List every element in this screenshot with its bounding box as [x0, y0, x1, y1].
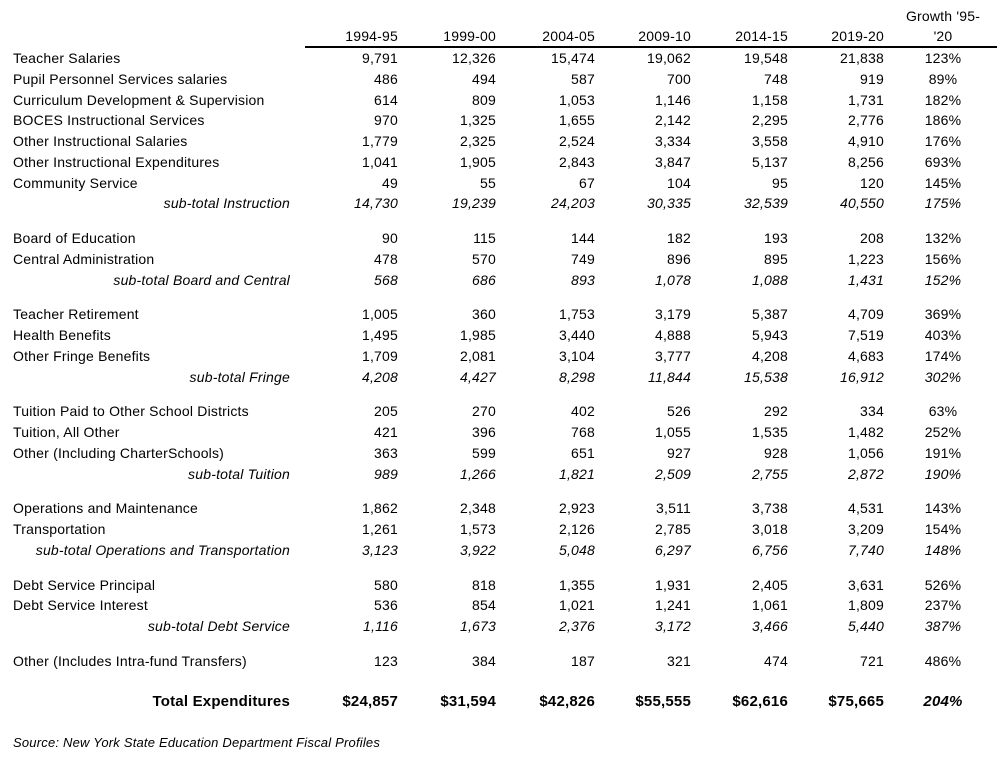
value-cell: 1,495 [361, 327, 398, 343]
value-cell: 40,550 [839, 195, 884, 212]
value-cell: 1,116 [363, 618, 398, 634]
value-cell: 55 [480, 174, 496, 191]
growth-cell: 156% [924, 250, 962, 267]
value-cell: 1,053 [558, 91, 595, 108]
growth-cell: 175% [924, 195, 962, 212]
value-cell: 1,055 [654, 424, 691, 440]
value-cell: 4,683 [847, 347, 884, 364]
value-cell: 3,558 [751, 133, 788, 149]
growth-cell: 369% [924, 306, 962, 323]
row-label: Teacher Retirement [13, 306, 139, 323]
value-cell: 599 [472, 444, 496, 461]
value-cell: 4,427 [459, 368, 496, 385]
table-body [0, 48, 1000, 672]
value-cell: 3,922 [459, 541, 496, 558]
value-cell: 1,158 [751, 91, 788, 108]
value-cell: 1,731 [847, 91, 884, 108]
row-label: Teacher Salaries [13, 50, 121, 66]
value-cell: 3,847 [654, 153, 691, 170]
row-label: sub-total Debt Service [147, 618, 290, 634]
row-label: Board of Education [13, 230, 136, 246]
row-label: Other Instructional Expenditures [13, 153, 220, 170]
growth-cell: 63% [928, 403, 958, 420]
value-cell: 3,334 [654, 133, 691, 149]
value-cell: 1,985 [459, 327, 496, 343]
value-cell: 1,056 [847, 444, 884, 461]
table-row [0, 443, 1000, 464]
row-label: BOCES Instructional Services [13, 112, 205, 129]
value-cell: 5,048 [558, 541, 595, 558]
value-cell: 536 [374, 597, 398, 614]
growth-cell: 145% [924, 174, 962, 191]
total-value-cell: $55,555 [635, 692, 691, 710]
value-cell: 1,535 [751, 424, 788, 440]
value-cell: 182 [667, 230, 691, 246]
value-cell: 2,081 [459, 347, 496, 364]
table-row [0, 304, 1000, 325]
value-cell: 686 [472, 271, 496, 288]
growth-cell: 176% [924, 133, 962, 149]
value-cell: 9,791 [361, 50, 398, 66]
table-section [0, 401, 1000, 484]
table-row [0, 48, 1000, 69]
value-cell: 16,912 [839, 368, 884, 385]
value-cell: 928 [764, 444, 788, 461]
value-cell: 494 [472, 70, 496, 87]
row-label: sub-total Tuition [188, 465, 290, 482]
value-cell: 3,172 [654, 618, 691, 634]
row-label: Operations and Maintenance [13, 500, 198, 517]
value-cell: 2,524 [558, 133, 595, 149]
table-section [0, 498, 1000, 560]
value-cell: 19,062 [646, 50, 691, 66]
value-cell: 402 [571, 403, 595, 420]
column-header-2014-15: 2014-15 [735, 28, 788, 44]
value-cell: 270 [472, 403, 496, 420]
value-cell: 721 [860, 652, 884, 669]
growth-cell: 186% [924, 112, 962, 129]
growth-cell: 191% [924, 444, 962, 461]
growth-cell: 143% [924, 500, 962, 517]
value-cell: 187 [571, 652, 595, 669]
table-row [0, 519, 1000, 540]
table-section [0, 651, 1000, 672]
value-cell: 4,208 [361, 368, 398, 385]
value-cell: 1,905 [459, 153, 496, 170]
growth-cell: 237% [924, 597, 962, 614]
value-cell: 2,509 [654, 465, 691, 482]
value-cell: 1,005 [361, 306, 398, 323]
value-cell: 1,431 [847, 271, 884, 288]
value-cell: 580 [374, 576, 398, 593]
value-cell: 587 [571, 70, 595, 87]
value-cell: 19,548 [743, 50, 788, 66]
value-cell: 2,376 [558, 618, 595, 634]
value-cell: 1,779 [361, 133, 398, 149]
growth-header-line2: '20 [933, 28, 953, 44]
value-cell: 6,756 [751, 541, 788, 558]
value-cell: 568 [374, 271, 398, 288]
table-row [0, 69, 1000, 90]
value-cell: 4,888 [654, 327, 691, 343]
value-cell: 474 [764, 652, 788, 669]
growth-cell: 89% [928, 70, 958, 87]
value-cell: 90 [382, 230, 398, 246]
growth-cell: 693% [924, 153, 962, 170]
table-row [0, 498, 1000, 519]
growth-cell: 486% [924, 652, 962, 669]
value-cell: 8,298 [558, 368, 595, 385]
row-label: Pupil Personnel Services salaries [13, 70, 228, 87]
value-cell: 14,730 [353, 195, 398, 212]
table-row [0, 249, 1000, 270]
value-cell: 3,738 [751, 500, 788, 517]
total-value-cell: $62,616 [732, 692, 788, 710]
value-cell: 4,910 [847, 133, 884, 149]
column-header-1994-95: 1994-95 [345, 28, 398, 44]
value-cell: 1,482 [847, 424, 884, 440]
value-cell: 2,348 [459, 500, 496, 517]
value-cell: 15,538 [743, 368, 788, 385]
value-cell: 421 [374, 424, 398, 440]
value-cell: 486 [374, 70, 398, 87]
total-value-cell: $75,665 [828, 692, 884, 710]
value-cell: 1,061 [751, 597, 788, 614]
growth-cell: 302% [924, 368, 962, 385]
value-cell: 896 [667, 250, 691, 267]
table-row [0, 575, 1000, 596]
value-cell: 478 [374, 250, 398, 267]
table-row [0, 422, 1000, 443]
growth-cell: 132% [924, 230, 962, 246]
value-cell: 1,809 [847, 597, 884, 614]
value-cell: 1,088 [751, 271, 788, 288]
growth-header-line1: Growth '95- [905, 8, 981, 24]
value-cell: 4,208 [751, 347, 788, 364]
growth-cell: 182% [924, 91, 962, 108]
value-cell: 1,655 [558, 112, 595, 129]
value-cell: 19,239 [451, 195, 496, 212]
value-cell: 7,740 [847, 541, 884, 558]
value-cell: 11,844 [648, 368, 691, 385]
value-cell: 2,785 [654, 521, 691, 537]
value-cell: 2,776 [847, 112, 884, 129]
value-cell: 1,355 [558, 576, 595, 593]
row-label: Central Administration [13, 250, 155, 267]
value-cell: 768 [571, 424, 595, 440]
growth-cell: 387% [924, 618, 962, 634]
source-note: Source: New York State Education Department Fiscal Profiles [13, 734, 381, 750]
column-header-1999-00: 1999-00 [443, 28, 496, 44]
table-row [0, 401, 1000, 422]
value-cell: 384 [472, 652, 496, 669]
value-cell: 208 [860, 230, 884, 246]
row-label: Debt Service Interest [13, 597, 148, 614]
value-cell: 3,018 [751, 521, 788, 537]
value-cell: 748 [764, 70, 788, 87]
value-cell: 895 [764, 250, 788, 267]
value-cell: 2,843 [558, 153, 595, 170]
value-cell: 893 [571, 271, 595, 288]
value-cell: 5,137 [751, 153, 788, 170]
value-cell: 205 [374, 403, 398, 420]
total-value-cell: $42,826 [539, 692, 595, 710]
growth-cell: 252% [924, 424, 962, 440]
value-cell: 292 [764, 403, 788, 420]
growth-cell: 174% [924, 347, 962, 364]
growth-cell: 123% [924, 50, 962, 66]
subtotal-row [0, 540, 1000, 561]
value-cell: 321 [667, 652, 691, 669]
subtotal-row [0, 367, 1000, 388]
row-label: sub-total Board and Central [113, 271, 290, 288]
value-cell: 989 [374, 465, 398, 482]
table-row [0, 228, 1000, 249]
value-cell: 854 [472, 597, 496, 614]
table-row [0, 90, 1000, 111]
row-label: Other Fringe Benefits [13, 347, 151, 364]
row-label: Debt Service Principal [13, 576, 156, 593]
row-label: Other Instructional Salaries [13, 133, 188, 149]
value-cell: 1,753 [558, 306, 595, 323]
value-cell: 144 [571, 230, 595, 246]
value-cell: 2,325 [459, 133, 496, 149]
value-cell: 809 [472, 91, 496, 108]
value-cell: 3,179 [654, 306, 691, 323]
value-cell: 3,123 [361, 541, 398, 558]
row-label: Health Benefits [13, 327, 111, 343]
value-cell: 3,466 [751, 618, 788, 634]
value-cell: 5,440 [847, 618, 884, 634]
value-cell: 1,021 [558, 597, 595, 614]
value-cell: 21,838 [839, 50, 884, 66]
table-header [0, 6, 1000, 48]
row-label: Other (Including CharterSchools) [13, 444, 225, 461]
growth-cell: 148% [924, 541, 962, 558]
value-cell: 1,573 [459, 521, 496, 537]
table-row [0, 131, 1000, 152]
value-cell: 3,511 [656, 500, 691, 517]
value-cell: 123 [374, 652, 398, 669]
row-label: Curriculum Development & Supervision [13, 91, 265, 108]
table-row [0, 110, 1000, 131]
value-cell: 1,041 [361, 153, 398, 170]
value-cell: 1,223 [847, 250, 884, 267]
value-cell: 95 [772, 174, 788, 191]
value-cell: 570 [472, 250, 496, 267]
value-cell: 1,266 [459, 465, 496, 482]
table-row [0, 152, 1000, 173]
row-label: sub-total Operations and Transportation [35, 541, 290, 558]
growth-cell: 190% [924, 465, 962, 482]
value-cell: 2,872 [847, 465, 884, 482]
value-cell: 3,209 [847, 521, 884, 537]
value-cell: 614 [374, 91, 398, 108]
value-cell: 919 [860, 70, 884, 87]
value-cell: 24,203 [550, 195, 595, 212]
value-cell: 3,104 [558, 347, 595, 364]
value-cell: 2,142 [654, 112, 691, 129]
value-cell: 1,931 [654, 576, 691, 593]
value-cell: 1,146 [654, 91, 691, 108]
value-cell: 334 [860, 403, 884, 420]
growth-cell: 526% [924, 576, 962, 593]
table-section [0, 304, 1000, 387]
column-header-2019-20: 2019-20 [831, 28, 884, 44]
table-row [0, 595, 1000, 616]
value-cell: 5,943 [751, 327, 788, 343]
value-cell: 6,297 [654, 541, 691, 558]
value-cell: 818 [472, 576, 496, 593]
value-cell: 1,241 [654, 597, 691, 614]
value-cell: 4,709 [847, 306, 884, 323]
value-cell: 7,519 [847, 327, 884, 343]
value-cell: 363 [374, 444, 398, 461]
value-cell: 49 [382, 174, 398, 191]
table-row [0, 325, 1000, 346]
row-label: Tuition Paid to Other School Districts [13, 403, 249, 420]
value-cell: 115 [473, 230, 496, 246]
value-cell: 360 [472, 306, 496, 323]
header-spacer [0, 6, 300, 26]
value-cell: 3,631 [847, 576, 884, 593]
value-cell: 1,821 [558, 465, 595, 482]
table-row [0, 346, 1000, 367]
subtotal-row [0, 270, 1000, 291]
value-cell: 700 [667, 70, 691, 87]
table-row [0, 651, 1000, 672]
value-cell: 3,440 [558, 327, 595, 343]
value-cell: 526 [667, 403, 691, 420]
value-cell: 30,335 [646, 195, 691, 212]
value-cell: 970 [374, 112, 398, 129]
value-cell: 104 [667, 174, 691, 191]
column-header-2004-05: 2004-05 [542, 28, 595, 44]
value-cell: 15,474 [550, 50, 595, 66]
total-value-cell: $31,594 [440, 692, 496, 710]
table-row [0, 173, 1000, 194]
row-label: sub-total Fringe [189, 368, 290, 385]
total-label: Total Expenditures [152, 692, 290, 710]
table-section [0, 575, 1000, 637]
row-label: Other (Includes Intra-fund Transfers) [13, 652, 247, 669]
table-section [0, 48, 1000, 214]
value-cell: 193 [764, 230, 788, 246]
value-cell: 12,326 [451, 50, 496, 66]
value-cell: 927 [667, 444, 691, 461]
value-cell: 32,539 [743, 195, 788, 212]
header-spacer [0, 26, 300, 46]
row-label: Community Service [13, 174, 138, 191]
value-cell: 749 [571, 250, 595, 267]
value-cell: 67 [579, 174, 595, 191]
value-cell: 1,862 [361, 500, 398, 517]
value-cell: 120 [860, 174, 884, 191]
value-cell: 2,126 [558, 521, 595, 537]
total-value-cell: $24,857 [342, 692, 398, 710]
table-section [0, 228, 1000, 290]
value-cell: 5,387 [751, 306, 788, 323]
value-cell: 2,405 [751, 576, 788, 593]
value-cell: 396 [472, 424, 496, 440]
growth-cell: 152% [924, 271, 962, 288]
row-label: sub-total Instruction [163, 195, 290, 212]
growth-cell: 154% [924, 521, 962, 537]
subtotal-row [0, 193, 1000, 214]
value-cell: 3,777 [654, 347, 691, 364]
column-header-2009-10: 2009-10 [638, 28, 691, 44]
value-cell: 1,078 [654, 271, 691, 288]
value-cell: 1,673 [459, 618, 496, 634]
growth-cell: 403% [924, 327, 962, 343]
row-label: Transportation [13, 521, 106, 537]
subtotal-row [0, 616, 1000, 637]
header-row-years [0, 26, 1000, 46]
value-cell: 2,923 [558, 500, 595, 517]
value-cell: 1,261 [361, 521, 398, 537]
header-row-growth [0, 6, 1000, 26]
value-cell: 4,531 [847, 500, 884, 517]
value-cell: 1,709 [361, 347, 398, 364]
value-cell: 8,256 [847, 153, 884, 170]
row-label: Tuition, All Other [13, 424, 120, 440]
total-growth-cell: 204% [923, 692, 963, 710]
subtotal-row [0, 464, 1000, 485]
value-cell: 1,325 [459, 112, 496, 129]
value-cell: 2,755 [751, 465, 788, 482]
value-cell: 651 [571, 444, 595, 461]
total-row [0, 689, 1000, 715]
value-cell: 2,295 [751, 112, 788, 129]
